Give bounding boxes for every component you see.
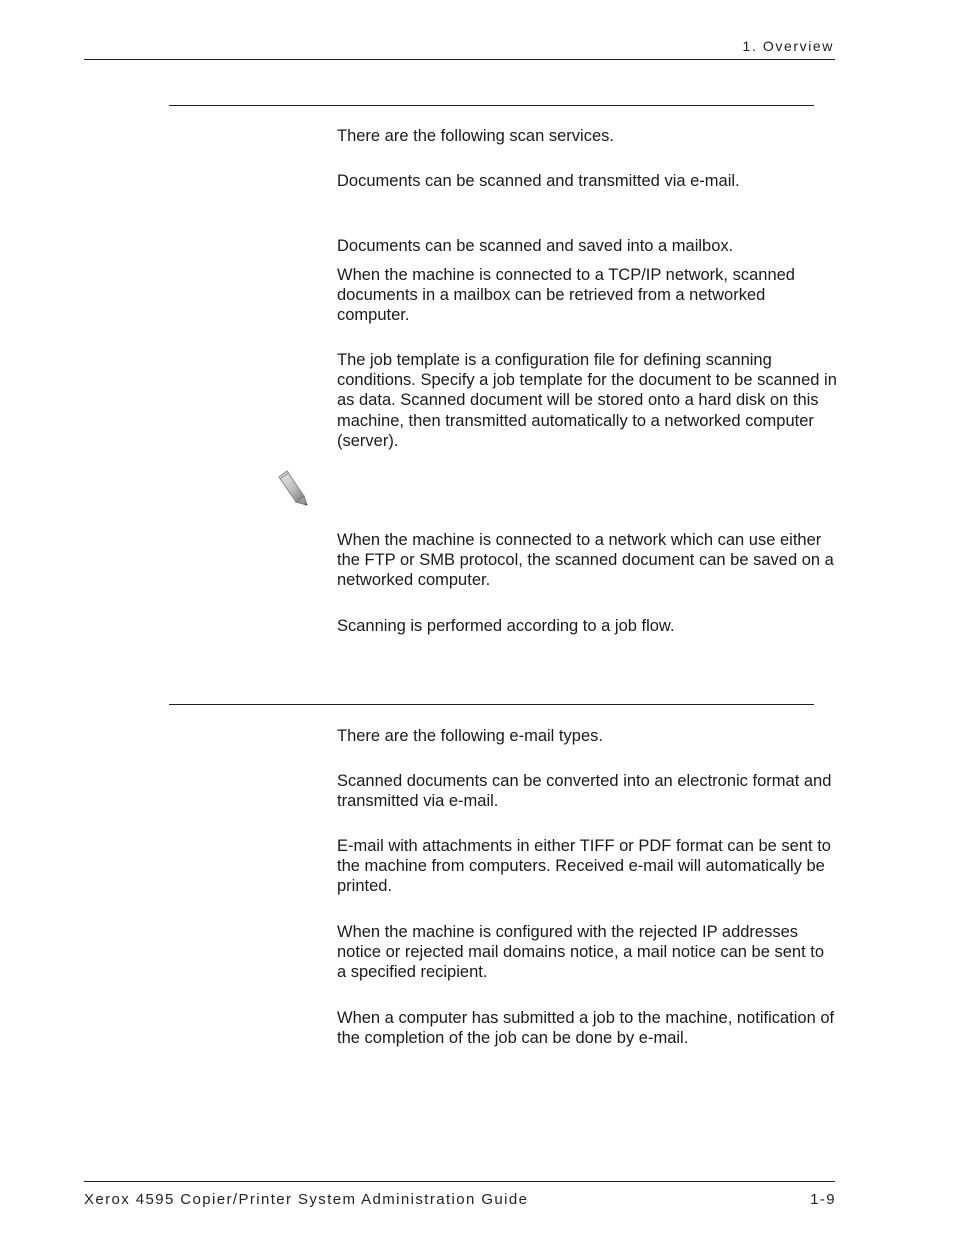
page-number: 1-9 bbox=[810, 1191, 836, 1208]
section-rule-scan bbox=[169, 105, 814, 106]
footer-rule bbox=[84, 1181, 835, 1182]
running-header: 1. Overview bbox=[742, 38, 834, 54]
email-paragraph-scan-convert: Scanned documents can be converted into an electronic format and transmitted via e-mail. bbox=[337, 772, 832, 811]
email-paragraph-attachments: E-mail with attachments in either TIFF or PDF format can be sent to the machine from computers. Received e-mail will automatically be printed. bbox=[337, 837, 831, 896]
email-paragraph-completion-notice: When a computer has submitted a job to the machine, notification of the completion of the job can be done by e-mail. bbox=[337, 1009, 835, 1048]
scan-paragraph-mailbox-retrieval: When the machine is connected to a TCP/IP network, scanned documents in a mailbox can be retrieved from a networked computer. bbox=[337, 266, 795, 325]
section-rule-email bbox=[169, 704, 814, 705]
scan-paragraph-email: Documents can be scanned and transmitted via e-mail. bbox=[337, 172, 740, 190]
scan-paragraph-mailbox: Documents can be scanned and saved into a mailbox. bbox=[337, 237, 734, 255]
header-rule bbox=[84, 59, 835, 60]
scan-paragraph-job-flow: Scanning is performed according to a job flow. bbox=[337, 617, 675, 635]
footer-document-title: Xerox 4595 Copier/Printer System Administration Guide bbox=[84, 1191, 529, 1208]
scan-paragraph-job-template: The job template is a configuration file for defining scanning conditions. Specify a job template for the document to be scanned in as data. Scanned document will be stored onto a hard disk on this machine, then transmitted automatically to a networked computer (server). bbox=[337, 351, 837, 450]
scan-intro: There are the following scan services. bbox=[337, 127, 614, 145]
email-paragraph-rejected-notice: When the machine is configured with the rejected IP addresses notice or rejected mail domains notice, a mail notice can be sent to a specified recipient. bbox=[337, 923, 825, 982]
scan-paragraph-ftp-smb: When the machine is connected to a network which can use either the FTP or SMB protocol, the scanned document can be saved on a networked computer. bbox=[337, 531, 834, 590]
email-intro: There are the following e-mail types. bbox=[337, 727, 603, 745]
pencil-note-icon bbox=[276, 468, 310, 508]
